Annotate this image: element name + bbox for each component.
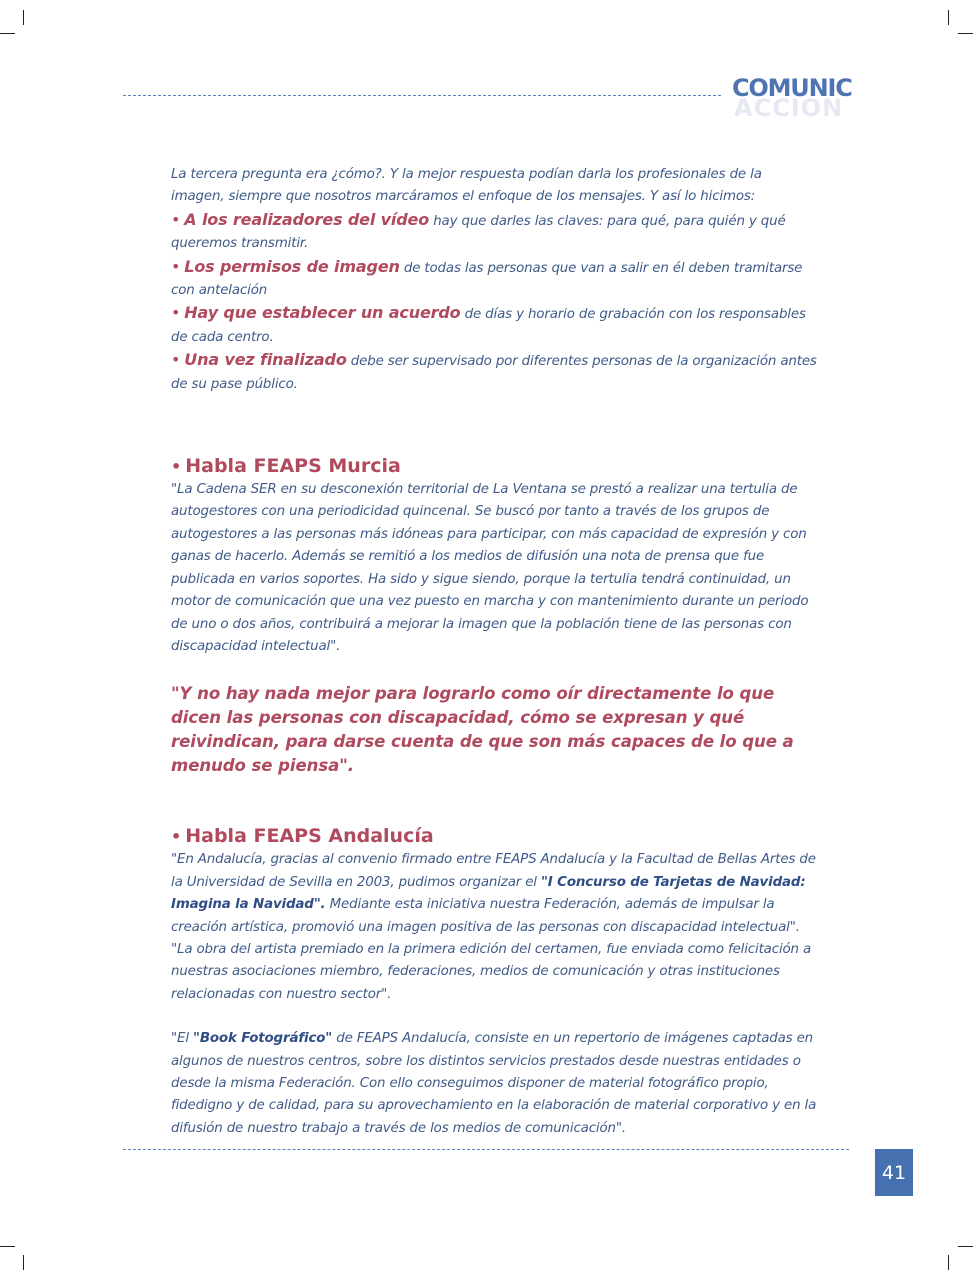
logo-bottom-text: ACCIÓN bbox=[734, 94, 844, 122]
bullet-lead: Una vez finalizado bbox=[184, 350, 347, 370]
bullet-dot-icon: • bbox=[171, 303, 181, 323]
paragraph-text: "En Andalucía, gracias al convenio firmado entre FEAPS Andalucía y la Facultad de Bellas Artes de la Universidad de Sevilla en 2003, pudimos organizar el bbox=[171, 852, 816, 890]
crop-mark bbox=[0, 1246, 15, 1247]
intro-bullet bbox=[171, 302, 819, 349]
intro-bullet bbox=[171, 256, 819, 303]
section-title-murcia bbox=[171, 454, 819, 479]
bullet-lead: A los realizadores del vídeo bbox=[184, 209, 430, 229]
murcia-quote: "Y no hay nada mejor para lograrlo como oír directamente lo que dicen las personas con discapacidad, cómo se expresan y qué reivindican, para darse cuenta de que son más capaces de lo que a menudo se piensa". bbox=[171, 684, 794, 776]
murcia-paragraph: "La Cadena SER en su desconexión territorial de La Ventana se prestó a realizar una tertulia de autogestores con una periodicidad quincenal. Se buscó por tanto a través de los grupos de autogestores a las personas más idóneas para participar, con más capacidad de expresión y con ganas de hacerlo. Además se remitió a los medios de difusión una nota de prensa que fue publicada en varios soportes. Ha sido y sigue siendo, porque la tertulia tendrá continuidad, un motor de comunicación que una vez puesto en marcha y con mantenimiento durante un periodo de uno o dos años, contribuirá a mejorar la imagen que la población tiene de las personas con discapacidad intelectual". bbox=[171, 482, 809, 654]
bullet-text: hay que darles las claves: para qué, para quién y qué queremos transmitir. bbox=[171, 213, 786, 252]
section-title-andalucia bbox=[171, 824, 819, 849]
bullet-dot-icon: • bbox=[171, 256, 181, 276]
bullet-text: debe ser supervisado por diferentes personas de la organización antes de su pase público. bbox=[171, 354, 817, 392]
crop-mark bbox=[958, 1246, 973, 1247]
crop-mark bbox=[958, 33, 973, 34]
paragraph-text: Mediante esta iniciativa nuestra Federación, además de impulsar la creación artística, promovió una imagen positiva de las personas con discapacidad intelectual". bbox=[171, 897, 800, 935]
bullet-text: de días y horario de grabación con los responsables de cada centro. bbox=[171, 307, 806, 345]
comunicaccion-logo bbox=[732, 74, 857, 126]
bullet-dot-icon: • bbox=[171, 209, 181, 229]
page-number: 41 bbox=[875, 1149, 913, 1196]
section-title-text: Habla FEAPS Andalucía bbox=[185, 825, 434, 848]
intro-paragraph: La tercera pregunta era ¿cómo?. Y la mejor respuesta podían darla los profesionales de la imagen, siempre que nosotros marcáramos el enfoque de los mensajes. Y así lo hicimos: bbox=[171, 167, 762, 205]
andalucia-paragraph-1 bbox=[171, 849, 819, 939]
bullet-text: de todas las personas que van a salir en él deben tramitarse con antelación bbox=[171, 260, 803, 299]
crop-mark bbox=[23, 1255, 24, 1270]
andalucia-paragraph-3 bbox=[171, 1028, 819, 1140]
logo-top-text: COMUNIC bbox=[732, 74, 852, 102]
bullet-dot-icon: • bbox=[171, 827, 182, 847]
bullet-lead: Hay que establecer un acuerdo bbox=[184, 303, 461, 323]
bullet-dot-icon: • bbox=[171, 457, 182, 477]
andalucia-paragraph-2: "La obra del artista premiado en la primera edición del certamen, fue enviada como felicitación a nuestras asociaciones miembro, federaciones, medios de comunicación y otras instituciones relacionadas con nuestro sector". bbox=[171, 941, 812, 1002]
crop-mark bbox=[23, 10, 24, 25]
book-name: "Book Fotográfico" bbox=[193, 1031, 333, 1047]
header-divider bbox=[123, 95, 721, 96]
bullet-dot-icon: • bbox=[171, 350, 181, 370]
crop-mark bbox=[948, 1255, 949, 1270]
footer-divider bbox=[123, 1149, 849, 1150]
paragraph-text: "El bbox=[171, 1031, 193, 1047]
contest-name: "I Concurso de Tarjetas de Navidad: Imagina la Navidad". bbox=[171, 874, 806, 913]
paragraph-text: de FEAPS Andalucía, consiste en un repertorio de imágenes captadas en algunos de nuestros centros, sobre los distintos servicios prestados desde nuestras entidades o desde la misma Federación. Con ello conseguimos disponer de material fotográfico propio, fidedigno y de calidad, para su aprovechamiento en la elaboración de material corporativo y en la difusión de nuestro trabajo a través de los medios de comunicación". bbox=[171, 1031, 817, 1136]
crop-mark bbox=[0, 33, 15, 34]
intro-bullet bbox=[171, 349, 819, 396]
crop-mark bbox=[948, 10, 949, 25]
intro-bullet bbox=[171, 209, 819, 256]
bullet-lead: Los permisos de imagen bbox=[184, 256, 400, 276]
section-title-text: Habla FEAPS Murcia bbox=[185, 455, 401, 478]
page-content bbox=[171, 164, 819, 1140]
